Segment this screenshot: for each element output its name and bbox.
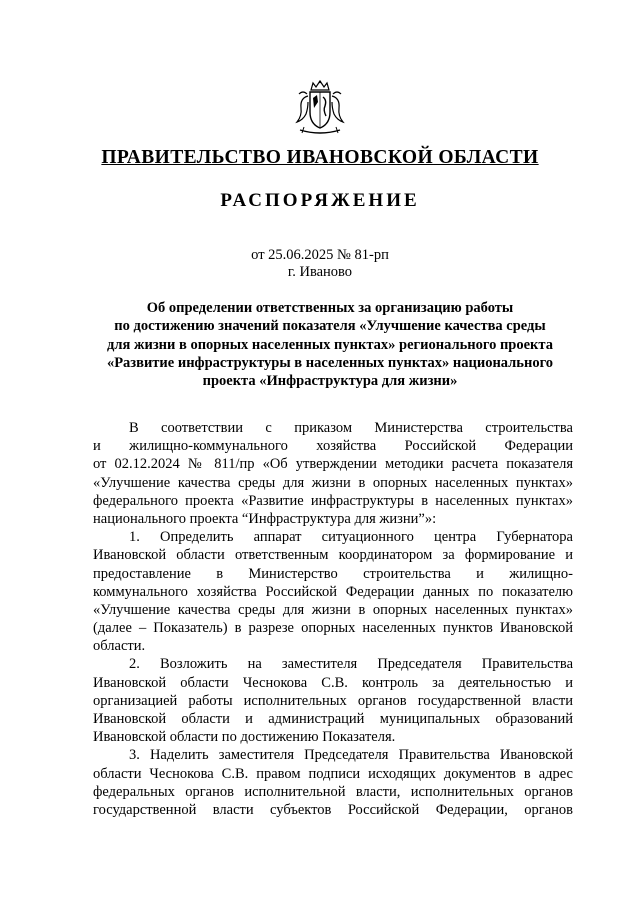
body-line: организацией работы исполнительных органов государственной власти bbox=[93, 692, 573, 709]
government-title: ПРАВИТЕЛЬСТВО ИВАНОВСКОЙ ОБЛАСТИ bbox=[101, 147, 539, 168]
subject-line: проекта «Инфраструктура для жизни» bbox=[202, 373, 458, 390]
subject-line: «Развитие инфраструктуры в населенных пунктах» национального bbox=[106, 354, 554, 371]
subject-line: Об определении ответственных за организацию работы bbox=[146, 300, 514, 316]
body-line: 1. Определить аппарат ситуационного центра Губернатора bbox=[129, 529, 573, 546]
body-line: «Улучшение качества среды для жизни в опорных населенных пунктах» bbox=[93, 601, 573, 618]
body-line: национального проекта “Инфраструктура для жизни”»: bbox=[93, 510, 437, 527]
body-line: Ивановской области по достижению Показателя. bbox=[93, 729, 396, 746]
body-line: 2. Возложить на заместителя Председателя Правительства bbox=[129, 656, 573, 673]
subject-line: по достижению значений показателя «Улучшение качества среды bbox=[114, 318, 546, 335]
body-line: Ивановской области Чеснокова С.В. контроль за деятельностью и bbox=[93, 674, 573, 691]
document-body bbox=[93, 419, 573, 819]
document-subject bbox=[90, 299, 570, 390]
body-line: (далее – Показатель) в разрезе опорных населенных пунктов Ивановской bbox=[93, 620, 573, 637]
body-line: 3. Наделить заместителя Председателя Правительства Ивановской bbox=[129, 747, 573, 764]
body-line: области Чеснокова С.В. правом подписи исходящих документов в адрес bbox=[93, 765, 573, 782]
body-line: В соответствии с приказом Министерства строительства bbox=[129, 420, 573, 436]
subject-line: для жизни в опорных населенных пунктах» регионального проекта bbox=[107, 336, 553, 353]
body-line: Ивановской области и администраций муниципальных образований bbox=[93, 711, 573, 727]
body-line: федерального проекта «Развитие инфраструктуры в населенных пунктах» bbox=[93, 492, 573, 509]
body-line: федеральных органов исполнительной власти, исполнительных органов bbox=[93, 783, 573, 800]
body-line: и жилищно-коммунального хозяйства Российской Федерации bbox=[93, 438, 573, 455]
body-line: государственной власти субъектов Российской Федерации, органов bbox=[93, 801, 573, 818]
coat-of-arms-icon bbox=[294, 80, 346, 136]
document-date-number: от 25.06.2025 № 81-рп bbox=[251, 247, 389, 263]
document-city: г. Иваново bbox=[287, 264, 353, 280]
body-line: Ивановской области ответственным координатором за формирование и bbox=[93, 547, 573, 564]
body-line: предоставление в Министерство строительства и жилищно- bbox=[93, 565, 573, 582]
document-type: РАСПОРЯЖЕНИЕ bbox=[220, 190, 420, 211]
body-line: «Улучшение качества среды для жизни в опорных населенных пунктах» bbox=[93, 474, 573, 491]
body-line: коммунального хозяйства Российской Федерации данных по показателю bbox=[93, 583, 573, 600]
body-line: от 02.12.2024 № 811/пр «Об утверждении методики расчета показателя bbox=[93, 456, 573, 473]
body-line: области. bbox=[93, 638, 146, 655]
